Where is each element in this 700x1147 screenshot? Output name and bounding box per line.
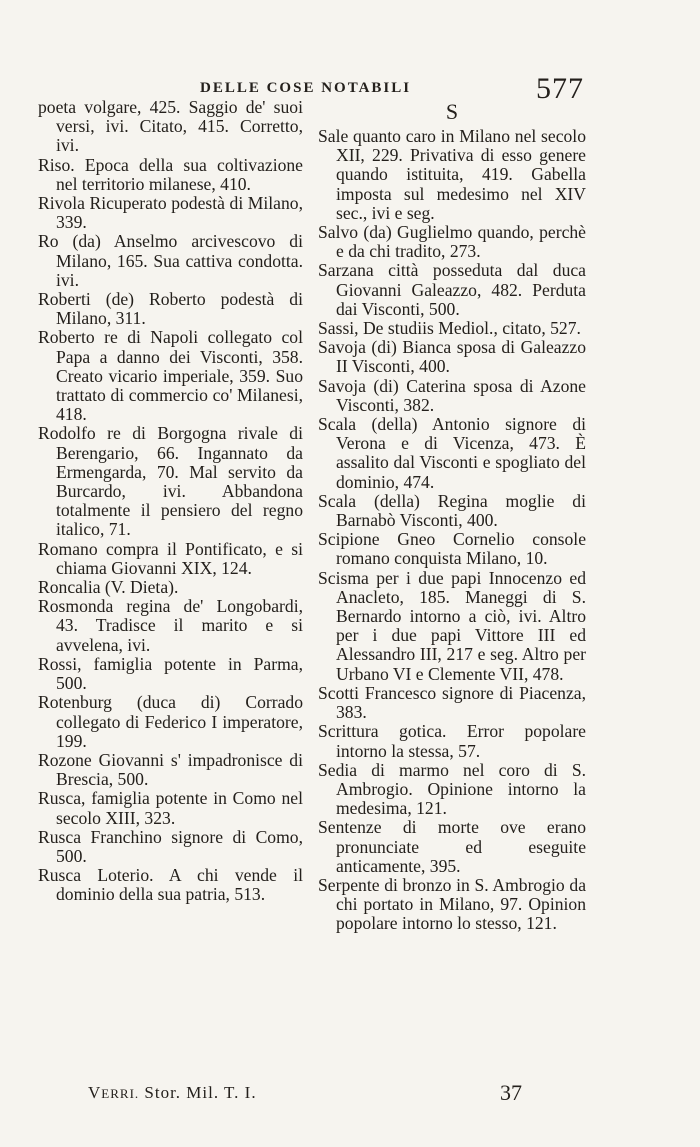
index-entry: Sarzana città posseduta dal duca Giovanni Galeazzo, 482. Perduta dai Visconti, 500. — [318, 260, 586, 319]
index-entry: Scala (della) Regina moglie di Barnabò Visconti, 400. — [318, 490, 586, 531]
index-entry: Roncalia (V. Dieta). — [38, 577, 179, 598]
index-entry: Rodolfo re di Borgogna rivale di Berengario, 66. Ingannato da Ermengarda, 70. Mal servito da Burcardo, ivi. Abbandona totalmente il pensiero del regno italico, 71. — [38, 423, 303, 540]
section-letter: S — [445, 99, 459, 124]
index-entry: Savoja (di) Bianca sposa di Galeazzo II Visconti, 400. — [318, 337, 586, 377]
index-entry: Rotenburg (duca di) Corrado collegato di Federico I imperatore, 199. — [38, 692, 303, 751]
index-entry: Scisma per i due papi Innocenzo ed Anacleto, 185. Maneggi di S. Bernardo intorno a ciò, ivi. Altro per i due papi Vittore III ed Alessandro III, 217 e seg. Altro per Urbano VI e Clemente VII, 478. — [318, 567, 586, 684]
index-entry: Riso. Epoca della sua coltivazione nel territorio milanese, 410. — [38, 154, 303, 194]
index-entry: Sedia di marmo nel coro di S. Ambrogio. Opinione intorno la medesima, 121. — [318, 759, 586, 819]
index-entry: Scrittura gotica. Error popolare intorno la stessa, 57. — [318, 721, 586, 761]
left-column — [38, 98, 303, 905]
index-entry: Serpente di bronzo in S. Ambrogio da chi portato in Milano, 97. Opinion popolare intorno lo stesso, 121. — [318, 874, 586, 934]
index-entry: Rusca Franchino signore di Como, 500. — [38, 826, 303, 866]
index-entry: Rossi, famiglia potente in Parma, 500. — [38, 653, 303, 694]
index-entry: Scipione Gneo Cornelio console romano conquista Milano, 10. — [318, 529, 586, 569]
signature-caps: ERRI. — [101, 1086, 140, 1101]
index-entry: Rusca, famiglia potente in Como nel secolo XIII, 323. — [38, 788, 303, 828]
index-entry: Rosmonda regina de' Longobardi, 43. Tradisce il marito e si avvelena, ivi. — [38, 596, 303, 655]
index-entry: Savoja (di) Caterina sposa di Azone Visconti, 382. — [318, 375, 586, 415]
index-entry: poeta volgare, 425. Saggio de' suoi versi, ivi. Citato, 415. Corretto, ivi. — [38, 97, 303, 156]
index-entry: Salvo (da) Guglielmo quando, perchè e da chi tradito, 273. — [318, 222, 586, 262]
index-entry: Sale quanto caro in Milano nel secolo XII, 229. Privativa di esso genere quando istituita, 419. Gabella imposta sul medesimo nel XIV sec., ivi e seg. — [318, 126, 586, 223]
index-entry: Ro (da) Anselmo arcivescovo di Milano, 165. Sua cattiva condotta. ivi. — [38, 231, 303, 290]
index-entry: Rusca Loterio. A chi vende il dominio della sua patria, 513. — [38, 865, 303, 905]
page-footer — [0, 1080, 700, 1110]
index-entry: Roberti (de) Roberto podestà di Milano, 311. — [38, 289, 303, 329]
index-entry: Romano compra il Pontificato, e si chiama Giovanni XIX, 124. — [38, 538, 303, 578]
printer-signature — [88, 1083, 257, 1103]
index-entry: Scala (della) Antonio signore di Verona e di Vicenza, 473. È assalito dal Visconti e spogliato del dominio, 474. — [318, 414, 586, 492]
index-entry: Rivola Ricuperato podestà di Milano, 339. — [38, 193, 303, 233]
signature-number: 37 — [500, 1080, 522, 1105]
index-entry: Roberto re di Napoli collegato col Papa a danno dei Visconti, 358. Creato vicario imperiale, 359. Suo trattato di commercio co' Milanesi, 418. — [38, 327, 303, 425]
index-entry: Scotti Francesco signore di Piacenza, 383. — [318, 682, 586, 723]
index-entry: Sentenze di morte ove erano pronunciate ed eseguite anticamente, 395. — [318, 817, 586, 876]
running-title: DELLE COSE NOTABILI — [200, 80, 412, 96]
index-entry: Rozone Giovanni s' impadronisce di Brescia, 500. — [38, 749, 303, 790]
signature-rest: Stor. Mil. T. I. — [139, 1083, 257, 1102]
signature-prefix: V — [88, 1083, 102, 1102]
right-column — [318, 98, 586, 934]
page-number: 577 — [536, 72, 584, 105]
index-entry: Sassi, De studiis Mediol., citato, 527. — [318, 318, 581, 339]
